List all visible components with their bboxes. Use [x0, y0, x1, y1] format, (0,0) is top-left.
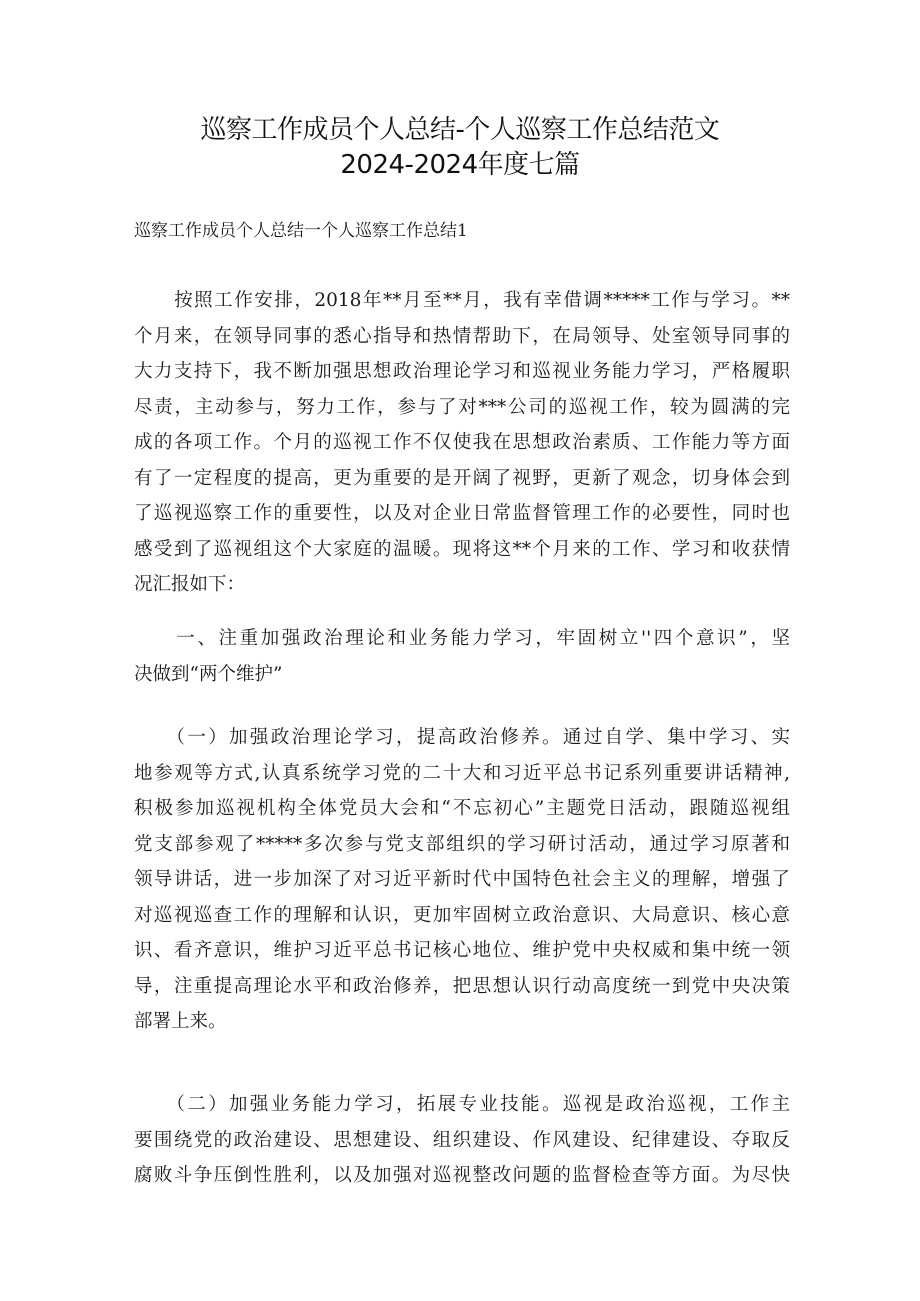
- paragraph-political-study: [134, 720, 790, 1040]
- section-subtitle: 巡察工作成员个人总结一个人巡察工作总结1: [134, 221, 468, 241]
- paragraph-line: （二）加强业务能力学习，拓展专业技能。巡视是政治巡视，工作主: [134, 1094, 790, 1115]
- section-heading-1: [134, 621, 790, 692]
- paragraph-line: 领导讲话，进一步加深了对习近平新时代中国特色社会主义的理解，增强了: [134, 869, 790, 890]
- paragraph-line: 按照工作安排，2018年**月至**月，我有幸借调*****工作与学习。**: [134, 290, 790, 311]
- paragraph-line: 个月来，在领导同事的悉心指导和热情帮助下，在局领导、处室领导同事的: [134, 325, 790, 347]
- paragraph-line: 要围绕党的政治建设、思想建设、组织建设、作风建设、纪律建设、夺取反: [134, 1129, 790, 1151]
- document-title: [0, 113, 920, 183]
- paragraph-line: 腐败斗争压倒性胜利，以及加强对巡视整改问题的监督检查等方面。为尽快: [134, 1165, 790, 1186]
- paragraph-line: 况汇报如下：: [134, 574, 246, 595]
- paragraph-line: 识、看齐意识，维护习近平总书记核心地位、维护党中央权威和集中统一领: [134, 940, 790, 961]
- document-title-line-2: 2024-2024年度七篇: [340, 150, 580, 180]
- document-title-line-1: 巡察工作成员个人总结-个人巡察工作总结范文: [200, 115, 720, 145]
- paragraph-line: 有了一定程度的提高，更为重要的是开阔了视野，更新了观念，切身体会到: [134, 467, 790, 489]
- paragraph-line: 部署上来。: [134, 1011, 227, 1032]
- paragraph-line: 一、注重加强政治理论和业务能力学习，牢固树立''四个意识”，坚: [134, 628, 790, 649]
- paragraph-line: 地参观等方式,认真系统学习党的二十大和习近平总书记系列重要讲话精神,: [134, 762, 790, 784]
- paragraph-line: 感受到了巡视组这个大家庭的温暖。现将这**个月来的工作、学习和收获情: [134, 538, 790, 560]
- paragraph-line: 决做到“两个维护”: [134, 663, 283, 685]
- paragraph-intro: [134, 283, 790, 603]
- paragraph-line: 党支部参观了*****多次参与党支部组织的学习研讨活动，通过学习原著和: [134, 833, 790, 855]
- paragraph-line: 尽责，主动参与，努力工作，参与了对***公司的巡视工作，较为圆满的完: [134, 396, 790, 418]
- paragraph-line: 导，注重提高理论水平和政治修养，把思想认识行动高度统一到党中央决策: [134, 975, 790, 997]
- paragraph-line: 对巡视巡查工作的理解和认识，更加牢固树立政治意识、大局意识、核心意: [134, 904, 790, 926]
- paragraph-line: 积极参加巡视机构全体党员大会和“不忘初心”主题党日活动，跟随巡视组: [134, 798, 790, 819]
- paragraph-line: 大力支持下，我不断加强思想政治理论学习和巡视业务能力学习，严格履职: [134, 361, 790, 382]
- paragraph-line: （一）加强政治理论学习，提高政治修养。通过自学、集中学习、实: [134, 727, 790, 748]
- paragraph-line: 成的各项工作。个月的巡视工作不仅使我在思想政治素质、工作能力等方面: [134, 432, 790, 453]
- paragraph-line: 了巡视巡察工作的重要性，以及对企业日常监督管理工作的必要性，同时也: [134, 503, 790, 524]
- paragraph-business-study: [134, 1087, 790, 1194]
